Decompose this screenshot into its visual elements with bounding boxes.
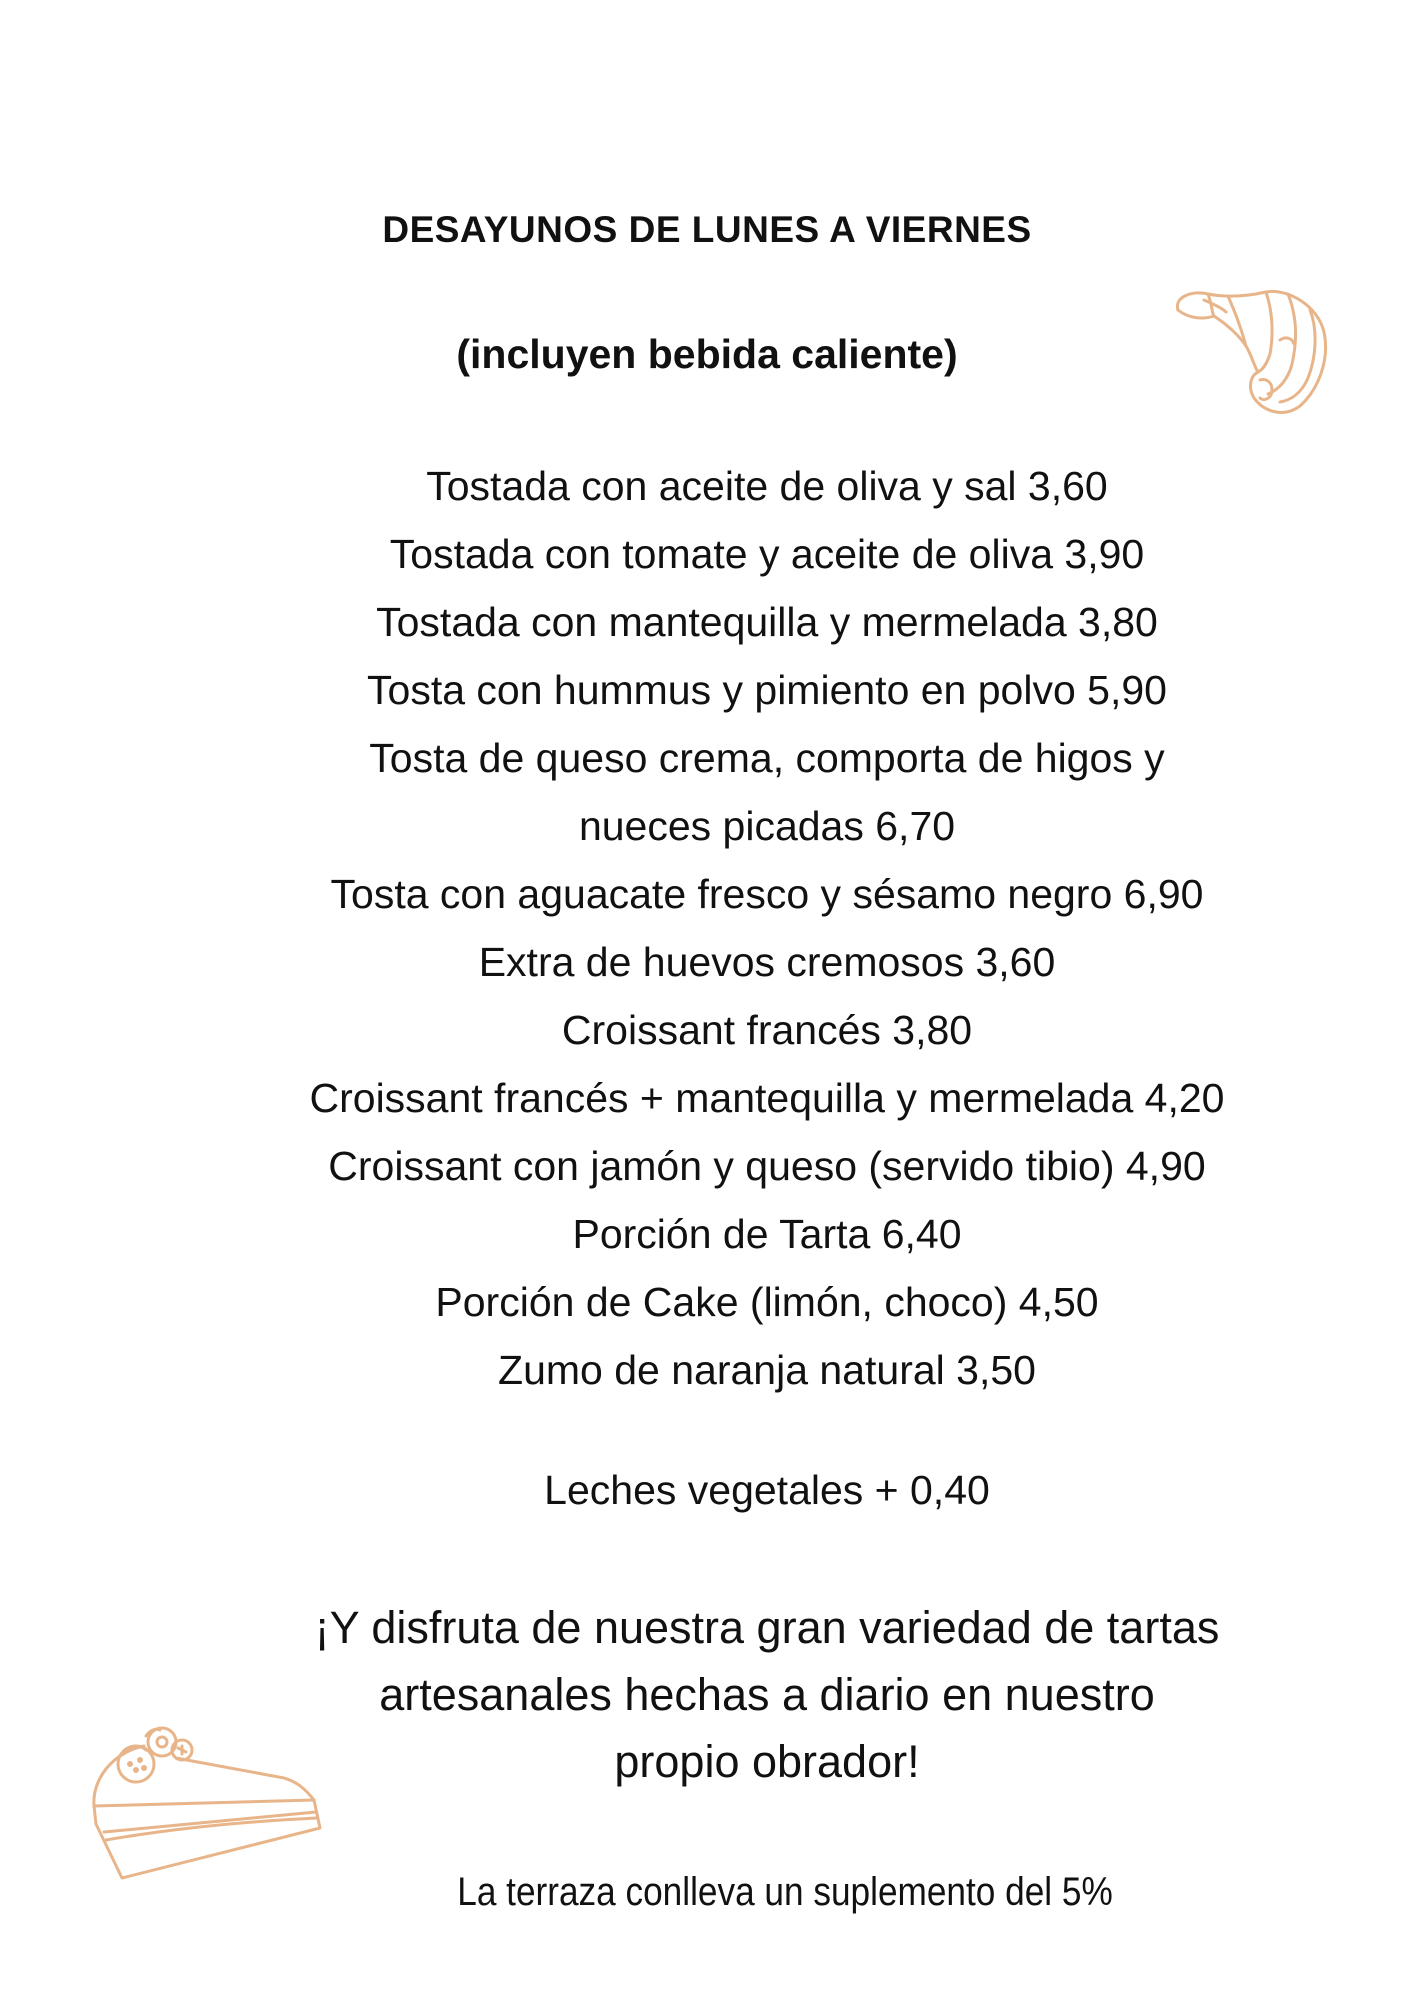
plant-milk-extra: Leches vegetales + 0,40 (544, 1467, 990, 1513)
menu-item: Croissant con jamón y queso (servido tibio) 4,90 (328, 1143, 1206, 1189)
menu-item: Tosta de queso crema, comporta de higos y (369, 735, 1165, 781)
promo-line: ¡Y disfruta de nuestra gran variedad de tartas (314, 1602, 1220, 1653)
menu-title: DESAYUNOS DE LUNES A VIERNES (382, 209, 1032, 250)
menu-item: Tosta con hummus y pimiento en polvo 5,90 (367, 667, 1167, 713)
menu-item: Porción de Tarta 6,40 (572, 1211, 962, 1257)
menu-list (100, 452, 1414, 1404)
menu-item: Croissant francés + mantequilla y mermelada 4,20 (309, 1075, 1225, 1121)
menu-item: Porción de Cake (limón, choco) 4,50 (435, 1279, 1099, 1325)
menu-item: Tostada con tomate y aceite de oliva 3,90 (389, 531, 1145, 577)
promo-line: artesanales hechas a diario en nuestro (379, 1669, 1155, 1720)
menu-item: Tosta con aguacate fresco y sésamo negro 6,90 (330, 871, 1204, 917)
menu-item: Tostada con aceite de oliva y sal 3,60 (426, 463, 1108, 509)
menu-item: Zumo de naranja natural 3,50 (498, 1347, 1036, 1393)
menu-item: Croissant francés 3,80 (561, 1007, 973, 1053)
promo-message (240, 1594, 1294, 1795)
menu-subtitle: (incluyen bebida caliente) (456, 331, 958, 377)
cake-slice-icon (84, 1718, 330, 1888)
menu-item: Extra de huevos cremosos 3,60 (478, 939, 1056, 985)
menu-item: nueces picadas 6,70 (578, 803, 956, 849)
promo-line: propio obrador! (614, 1736, 920, 1787)
menu-item: Tostada con mantequilla y mermelada 3,80 (376, 599, 1158, 645)
terrace-surcharge-note: La terraza conlleva un suplemento del 5% (457, 1870, 1113, 1914)
